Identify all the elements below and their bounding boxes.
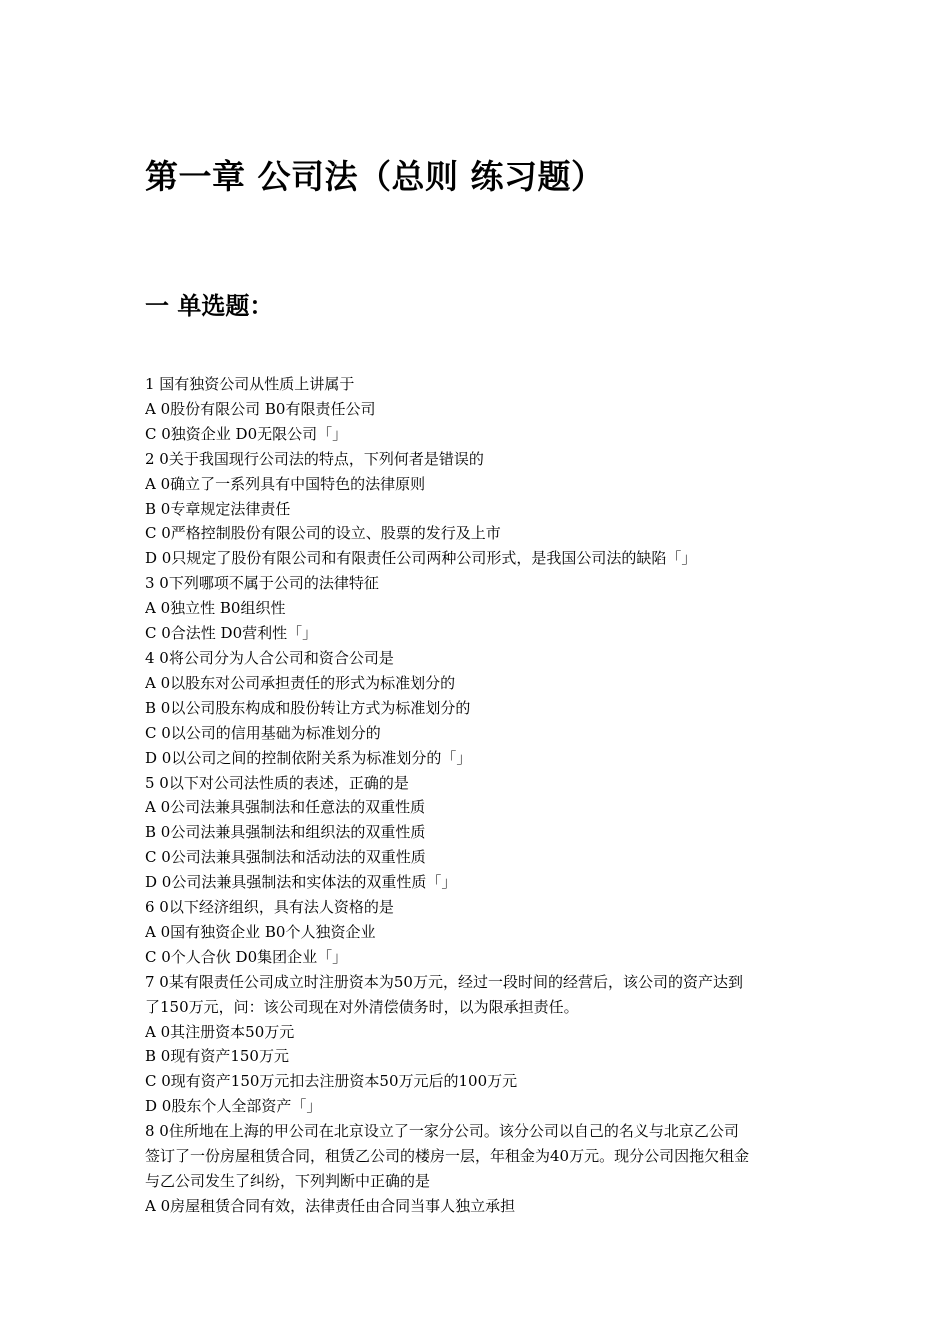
document-title: 第一章 公司法（总则 练习题） bbox=[145, 157, 605, 196]
question-list bbox=[145, 372, 810, 1219]
text-line: B 0以公司股东构成和股份转让方式为标准划分的 bbox=[145, 698, 471, 717]
text-line: B 0现有资产150万元 bbox=[145, 1047, 289, 1066]
text-line: C 0个人合伙 D0集团企业「」 bbox=[145, 947, 348, 966]
text-line: D 0股东个人全部资产「」 bbox=[145, 1097, 322, 1116]
text-line: 了150万元，问：该公司现在对外清偿债务时，以为限承担责任。 bbox=[145, 997, 579, 1016]
text-line: C 0合法性 D0营利性「」 bbox=[145, 624, 318, 643]
text-line: A 0国有独资企业 B0个人独资企业 bbox=[145, 922, 376, 941]
text-line: D 0只规定了股份有限公司和有限责任公司两种公司形式，是我国公司法的缺陷「」 bbox=[145, 549, 697, 568]
text-line: A 0以股东对公司承担责任的形式为标准划分的 bbox=[145, 673, 456, 692]
text-line: 5 0以下对公司法性质的表述，正确的是 bbox=[145, 773, 409, 792]
text-line: B 0公司法兼具强制法和组织法的双重性质 bbox=[145, 823, 426, 842]
text-line: C 0现有资产150万元扣去注册资本50万元后的100万元 bbox=[145, 1072, 518, 1091]
text-line: C 0以公司的信用基础为标准划分的 bbox=[145, 723, 381, 742]
text-line: 8 0住所地在上海的甲公司在北京设立了一家分公司。该分公司以自己的名义与北京乙公司 bbox=[145, 1122, 739, 1141]
text-line: C 0公司法兼具强制法和活动法的双重性质 bbox=[145, 848, 426, 867]
text-line: 6 0以下经济组织，具有法人资格的是 bbox=[145, 898, 394, 917]
text-line: 签订了一份房屋租赁合同，租赁乙公司的楼房一层，年租金为40万元。现分公司因拖欠租金 bbox=[145, 1147, 750, 1166]
text-line: 4 0将公司分为人合公司和资合公司是 bbox=[145, 648, 394, 667]
section-heading: 一 单选题： bbox=[145, 292, 274, 320]
text-line: A 0确立了一系列具有中国特色的法律原则 bbox=[145, 474, 426, 493]
text-line: 与乙公司发生了纠纷，下列判断中正确的是 bbox=[145, 1172, 431, 1190]
text-line: B 0专章规定法律责任 bbox=[145, 499, 291, 518]
text-line: A 0股份有限公司 B0有限责任公司 bbox=[145, 399, 376, 418]
text-line: A 0其注册资本50万元 bbox=[145, 1022, 295, 1041]
text-line: C 0严格控制股份有限公司的设立、股票的发行及上市 bbox=[145, 524, 501, 543]
text-line: D 0公司法兼具强制法和实体法的双重性质「」 bbox=[145, 873, 457, 892]
text-line: D 0以公司之间的控制依附关系为标准划分的「」 bbox=[145, 748, 472, 767]
text-line: A 0房屋租赁合同有效，法律责任由合同当事人独立承担 bbox=[145, 1196, 516, 1215]
text-line: 1 国有独资公司从性质上讲属于 bbox=[145, 375, 355, 393]
text-line: A 0公司法兼具强制法和任意法的双重性质 bbox=[145, 798, 426, 817]
text-line: 2 0关于我国现行公司法的特点，下列何者是错误的 bbox=[145, 449, 484, 468]
text-line: 3 0下列哪项不属于公司的法律特征 bbox=[145, 574, 379, 593]
text-line: 7 0某有限责任公司成立时注册资本为50万元，经过一段时间的经营后，该公司的资产达到 bbox=[145, 972, 743, 991]
text-line: C 0独资企业 D0无限公司「」 bbox=[145, 424, 348, 443]
text-line: A 0独立性 B0组织性 bbox=[145, 599, 286, 618]
